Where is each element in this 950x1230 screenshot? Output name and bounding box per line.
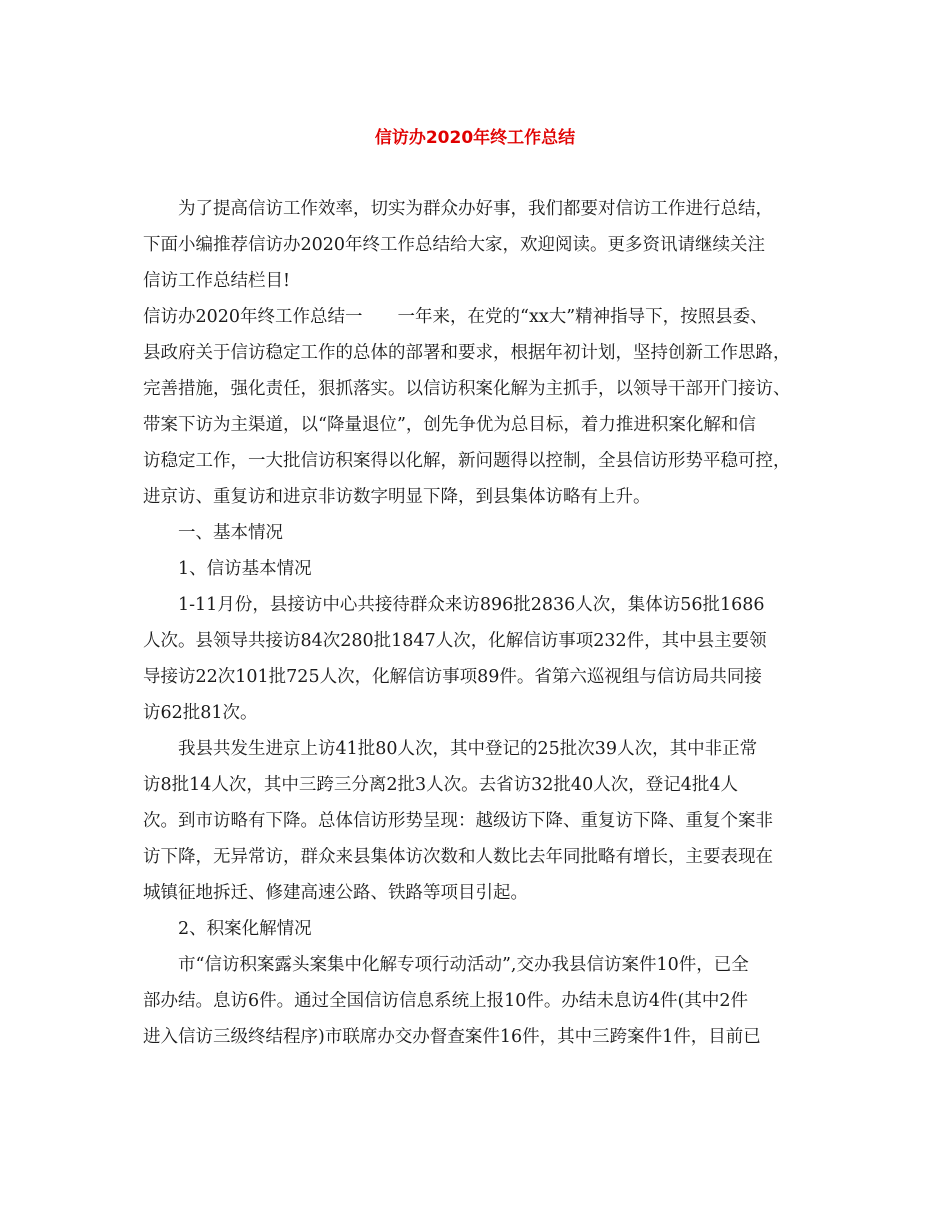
text-line: 完善措施，强化责任，狠抓落实。以信访积案化解为主抓手，以领导干部开门接访、 [143,379,791,399]
text-line: 进京访、重复访和进京非访数字明显下降，到县集体访略有上升。 [143,487,651,507]
text-line: 信访办2020年终工作总结一 一年来，在党的“xx大”精神指导下，按照县委、 [143,307,768,327]
text-line: 部办结。息访6件。通过全国信访信息系统上报10件。办结未息访4件(其中2件 [143,991,748,1011]
section-heading: 一、基本情况 [178,523,283,543]
text-line: 1-11月份，县接访中心共接待群众来访896批2836人次，集体访56批1686 [178,595,765,615]
text-line: 次。到市访略有下降。总体信访形势呈现：越级访下降、重复访下降、重复个案非 [143,811,773,831]
text-line: 导接访22次101批725人次，化解信访事项89件。省第六巡视组与信访局共同接 [143,667,762,687]
text-line: 带案下访为主渠道，以“降量退位”，创先争优为总目标，着力推进积案化解和信 [143,415,756,435]
text-line: 市“信访积案露头案集中化解专项行动活动”,交办我县信访案件10件，已全 [178,955,749,975]
subsection-heading: 2、积案化解情况 [178,919,312,939]
text-line: 访62批81次。 [143,703,258,723]
text-line: 访下降，无异常访，群众来县集体访次数和人数比去年同批略有增长，主要表现在 [143,847,773,867]
text-line: 访8批14人次，其中三跨三分离2批3人次。去省访32批40人次，登记4批4人 [143,775,738,795]
text-line: 下面小编推荐信访办2020年终工作总结给大家，欢迎阅读。更多资讯请继续关注 [143,235,766,255]
document-title: 信访办2020年终工作总结 [374,128,576,148]
text-line: 为了提高信访工作效率，切实为群众办好事，我们都要对信访工作进行总结， [178,199,773,219]
text-line: 我县共发生进京上访41批80人次，其中登记的25批次39人次，其中非正常 [178,739,758,759]
text-line: 城镇征地拆迁、修建高速公路、铁路等项目引起。 [143,883,528,903]
text-line: 访稳定工作，一大批信访积案得以化解，新问题得以控制，全县信访形势平稳可控， [143,451,791,471]
text-line: 信访工作总结栏目! [143,271,291,291]
text-line: 县政府关于信访稳定工作的总体的部署和要求，根据年初计划，坚持创新工作思路， [143,343,791,363]
text-line: 人次。县领导共接访84次280批1847人次，化解信访事项232件，其中县主要领 [143,631,767,651]
subsection-heading: 1、信访基本情况 [178,559,312,579]
text-line: 进入信访三级终结程序)市联席办交办督查案件16件，其中三跨案件1件，目前已 [143,1027,761,1047]
